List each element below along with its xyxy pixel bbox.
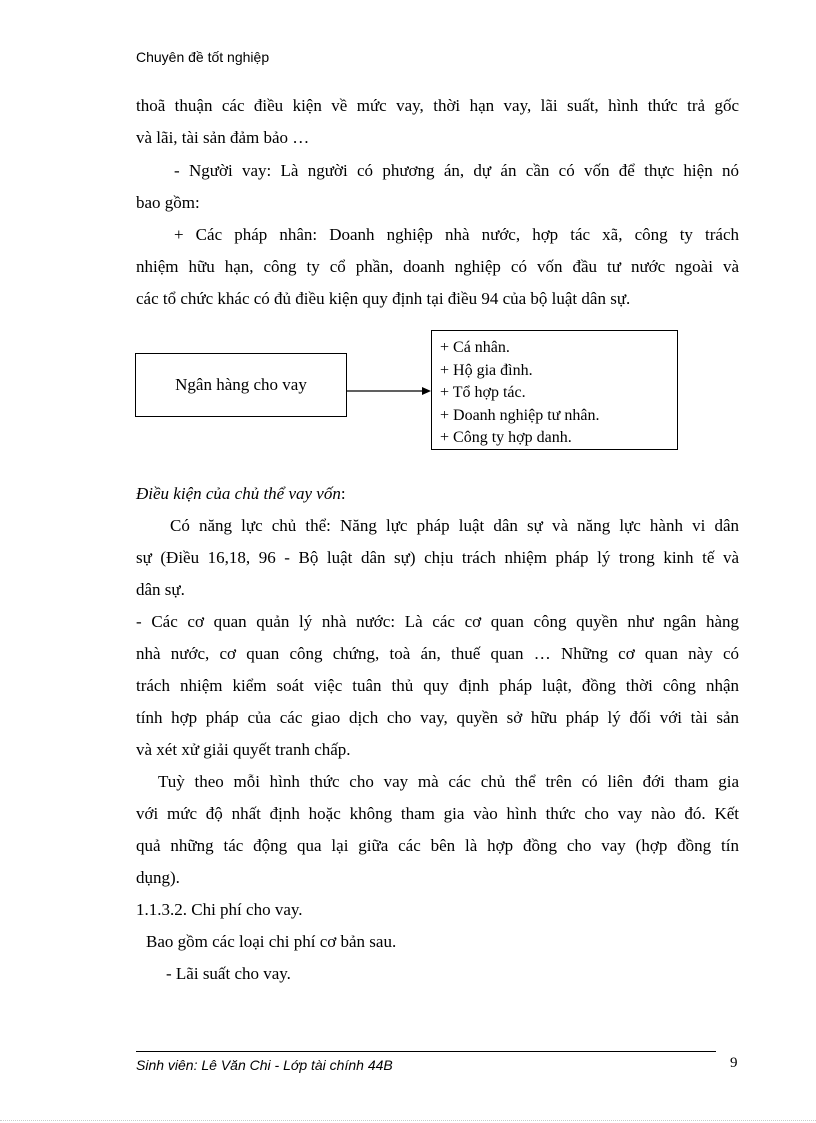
text-line: với mức độ nhất định hoặc không tham gia vào hình thức cho vay nào đó. Kết [136, 804, 739, 823]
borrower-item: + Doanh nghiệp tư nhân. [440, 406, 600, 424]
borrowers-box [431, 330, 678, 450]
text-line: dụng). [136, 868, 180, 887]
text-line: thoã thuận các điều kiện về mức vay, thời hạn vay, lãi suất, hình thức trả gốc [136, 96, 739, 115]
text-line: Tuỳ theo mỗi hình thức cho vay mà các chủ thể trên có liên đới tham gia [158, 772, 739, 791]
text-line: + Các pháp nhân: Doanh nghiệp nhà nước, hợp tác xã, công ty trách [174, 225, 739, 244]
running-header: Chuyên đề tốt nghiệp [136, 49, 270, 65]
text-line: trách nhiệm kiểm soát việc tuân thủ quy định pháp luật, đồng thời công nhận [136, 676, 739, 695]
page-edge [0, 1120, 816, 1121]
text-line: - Các cơ quan quản lý nhà nước: Là các cơ quan công quyền như ngân hàng [136, 612, 739, 631]
paragraph-conditions [136, 510, 739, 606]
conditions-heading [136, 478, 739, 510]
paragraph-legal-entities [136, 219, 739, 315]
paragraph-summary [136, 766, 739, 894]
section-cost [136, 894, 739, 990]
paragraph-loan-terms [136, 90, 739, 154]
footer-student: Sinh viên: Lê Văn Chi - Lớp tài chính 44B [136, 1057, 393, 1073]
text-line: bao gồm: [136, 193, 200, 212]
page-number: 9 [730, 1055, 738, 1071]
text-line: nhà nước, cơ quan công chứng, toà án, thuế quan … Những cơ quan này có [136, 644, 739, 663]
borrower-item: + Công ty hợp danh. [440, 429, 572, 446]
paragraph-borrower [136, 155, 739, 219]
section-intro: Bao gồm các loại chi phí cơ bản sau. [146, 932, 397, 951]
text-line: - Người vay: Là người có phương án, dự án cần có vốn để thực hiện nó [174, 161, 739, 180]
borrower-item: + Hộ gia đình. [440, 361, 533, 379]
borrower-item: + Tổ hợp tác. [440, 384, 526, 401]
footer-divider [136, 1051, 716, 1052]
text-line: quả những tác động qua lại giữa các bên là hợp đồng cho vay (hợp đồng tín [136, 836, 739, 855]
section-item: - Lãi suất cho vay. [166, 964, 291, 983]
section-heading: 1.1.3.2. Chi phí cho vay. [136, 900, 303, 919]
text-line: các tổ chức khác có đủ điều kiện quy định tại điều 94 của bộ luật dân sự. [136, 289, 631, 308]
text-line: sự (Điều 16,18, 96 - Bộ luật dân sự) chịu trách nhiệm pháp lý trong kinh tế và [136, 548, 739, 567]
conditions-heading-text: Điều kiện của chủ thể vay vốn [136, 484, 341, 503]
text-line: và lãi, tài sản đảm bảo … [136, 128, 310, 147]
text-line: tính hợp pháp của các giao dịch cho vay, quyền sở hữu pháp lý đối với tài sản [136, 708, 739, 727]
text-line: Có năng lực chủ thể: Năng lực pháp luật dân sự và năng lực hành vi dân [170, 516, 739, 535]
conditions-heading-colon: : [340, 484, 346, 503]
text-line: dân sự. [136, 580, 185, 599]
paragraph-agencies [136, 606, 739, 766]
text-line: và xét xử giải quyết tranh chấp. [136, 740, 351, 759]
borrower-item: + Cá nhân. [440, 339, 510, 356]
lender-box: Ngân hàng cho vay [135, 353, 347, 417]
text-line: nhiệm hữu hạn, công ty cổ phần, doanh nghiệp có vốn đầu tư nước ngoài và [136, 257, 739, 276]
